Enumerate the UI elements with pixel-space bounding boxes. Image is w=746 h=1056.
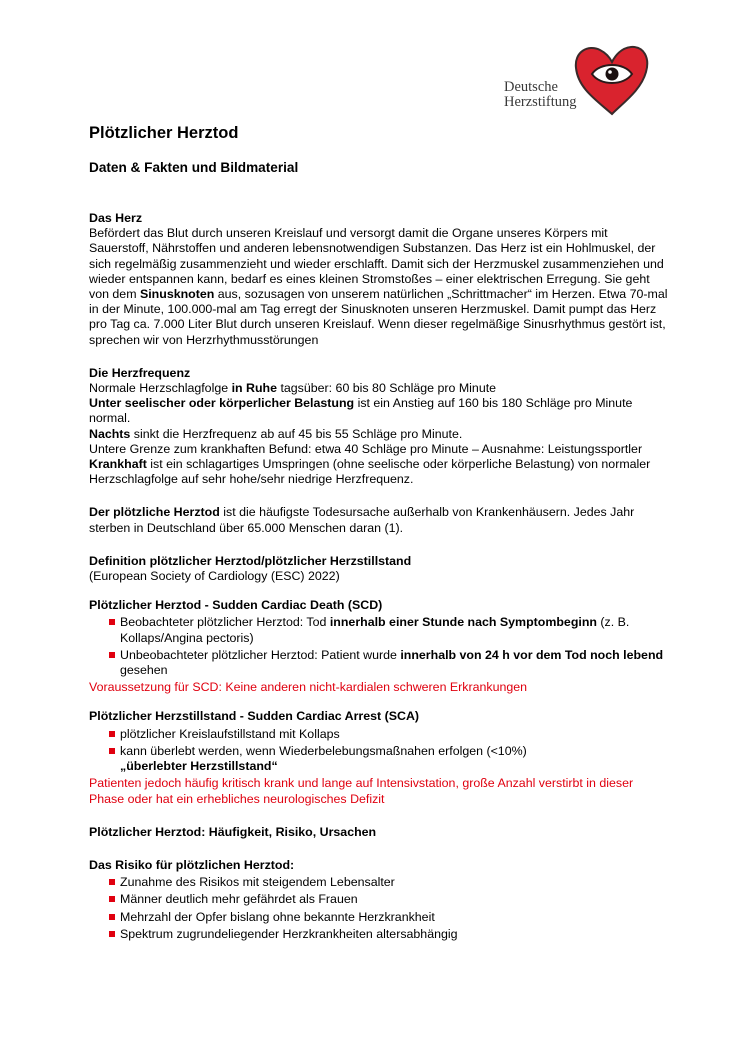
bullet-icon: [109, 914, 115, 920]
heading-haeufigkeit: Plötzlicher Herztod: Häufigkeit, Risiko, Ursachen: [89, 824, 377, 839]
risiko-item-3: Mehrzahl der Opfer bislang ohne bekannte Herzkrankheit: [120, 909, 435, 924]
list-item: [107, 910, 669, 925]
freq-line-4: Untere Grenze zum krankhaften Befund: etwa 40 Schläge pro Minute – Ausnahme: Leistungssportler: [89, 441, 643, 456]
bullet-icon: [109, 652, 115, 658]
bullet-icon: [109, 619, 115, 625]
ursache-bold: Der plötzliche Herztod: [89, 505, 220, 520]
heading-definition: Definition plötzlicher Herztod/plötzlicher Herzstillstand: [89, 553, 412, 568]
list-item: [107, 744, 669, 774]
list-item: [107, 727, 669, 742]
ursache-rest: ist die häufigste Todesursache außerhalb von Krankenhäusern. Jedes Jahr sterben in Deutschland über 65.000 Menschen daran (1).: [89, 505, 635, 535]
section-definition: [89, 554, 669, 584]
risiko-item-4: Spektrum zugrundeliegender Herzkrankheiten altersabhängig: [120, 926, 458, 941]
herz-text-bold: Sinusknoten: [139, 287, 215, 302]
logo-line-1: Deutsche: [504, 79, 558, 95]
freq-l5b: ist ein schlagartiges Umspringen (ohne seelische oder körperliche Belastung) von normaler Herzschlagfolge auf sehr hohe/sehr niedrige Herzfrequenz.: [89, 457, 651, 487]
scd-list: [89, 615, 669, 678]
section-haeufigkeit: [89, 825, 669, 840]
list-item: [107, 892, 669, 907]
bullet-icon: [109, 931, 115, 937]
sca-list: [89, 727, 669, 775]
bullet-icon: [109, 896, 115, 902]
herz-text-1: Befördert das Blut durch unseren Kreislauf und versorgt damit die Organe unseres Körpers mit Sauerstoff, Nährstoffen und anderen lebensnotwendigen Substanzen. Das Herz ist ein Hohlmuskel, der sich regelmäßig zusammenzieht und wieder erschlafft. Damit sich der Herzmuskel zusammenziehen und wieder entspannen kann, bedarf es eines kleinen Stromstoßes – einer elektrischen Erregung. Sie geht von dem: [89, 226, 664, 302]
scd-b2b: innerhalb von 24 h vor dem Tod noch lebend: [400, 647, 664, 662]
sca-note: Patienten jedoch häufig kritisch krank und lange auf Intensivstation, große Anzahl verstirbt in dieser Phase oder hat ein erhebliches neurologisches Defizit: [89, 776, 634, 806]
freq-l1b: in Ruhe: [231, 381, 277, 396]
heading-scd: Plötzlicher Herztod - Sudden Cardiac Death (SCD): [89, 598, 383, 613]
heading-das-herz: Das Herz: [89, 211, 143, 225]
freq-l2b: ist ein Anstieg auf 160 bis 180 Schläge pro Minute normal.: [89, 396, 633, 426]
scd-b2a: Unbeobachteter plötzlicher Herztod: Patient wurde: [120, 647, 401, 662]
freq-l5a: Krankhaft: [89, 457, 147, 472]
section-das-herz: [89, 211, 669, 348]
paragraph-das-herz: [89, 226, 669, 348]
heading-herzfrequenz: Die Herzfrequenz: [89, 365, 191, 380]
paragraph-todesursache: [89, 505, 669, 535]
section-scd: [89, 598, 669, 695]
freq-line-5: [89, 457, 669, 487]
list-item: [107, 927, 669, 942]
bullet-icon: [109, 731, 115, 737]
section-risiko: [89, 858, 669, 942]
freq-l3a: Nachts: [89, 426, 131, 441]
risiko-item-1: Zunahme des Risikos mit steigendem Lebensalter: [120, 875, 395, 890]
document-body: [89, 123, 669, 944]
definition-source: (European Society of Cardiology (ESC) 2022): [89, 569, 340, 584]
page-subtitle: Daten & Fakten und Bildmaterial: [89, 160, 299, 175]
heading-risiko: Das Risiko für plötzlichen Herztod:: [89, 857, 295, 872]
scd-b1b: innerhalb einer Stunde nach Symptombeginn: [329, 615, 597, 630]
list-item: [107, 875, 669, 890]
bullet-icon: [109, 879, 115, 885]
freq-line-3: [89, 427, 669, 442]
section-haeufigste-todesursache: [89, 505, 669, 535]
risiko-item-2: Männer deutlich mehr gefährdet als Frauen: [120, 892, 358, 907]
scd-b1a: Beobachteter plötzlicher Herztod: Tod: [120, 615, 330, 630]
sca-b2b: „überlebter Herzstillstand“: [120, 759, 278, 774]
sca-b2a: kann überlebt werden, wenn Wiederbelebungsmaßnahen erfolgen (<10%): [120, 743, 527, 758]
page-title: Plötzlicher Herztod: [89, 124, 239, 142]
sca-b1: plötzlicher Kreislaufstillstand mit Kollaps: [120, 726, 340, 741]
bullet-icon: [109, 748, 115, 754]
logo-wordmark: [504, 80, 576, 110]
freq-line-1: [89, 381, 669, 396]
list-item: [107, 648, 669, 678]
scd-note: Voraussetzung für SCD: Keine anderen nicht-kardialen schweren Erkrankungen: [89, 680, 528, 695]
section-sca: [89, 709, 669, 806]
section-herzfrequenz: [89, 366, 669, 488]
freq-l1c: tagsüber: 60 bis 80 Schläge pro Minute: [277, 381, 497, 396]
scd-b1c: (z. B. Kollaps/Angina pectoris): [120, 615, 630, 645]
freq-l2a: Unter seelischer oder körperlicher Belastung: [89, 396, 355, 411]
freq-l3b: sinkt die Herzfrequenz ab auf 45 bis 55 Schläge pro Minute.: [130, 426, 463, 441]
risiko-list: [89, 875, 669, 942]
scd-b2c: gesehen: [120, 663, 168, 678]
herz-text-2: aus, sozusagen von unserem natürlichen „Schrittmacher“ im Herzen. Etwa 70-mal in der Minute, 100.000-mal am Tag erregt der Sinusknoten unseren Herzmuskel. Damit pumpt das Herz pro Tag ca. 7.000 Liter Blut durch unseren Kreislauf. Wenn dieser regelmäßige Sinusrhythmus gestört ist, sprechen wir von Herzrhythmusstörungen: [89, 287, 668, 347]
heading-sca: Plötzlicher Herzstillstand - Sudden Cardiac Arrest (SCA): [89, 709, 420, 724]
freq-l1a: Normale Herzschlagfolge: [89, 381, 232, 396]
list-item: [107, 615, 669, 645]
deutsche-herzstiftung-logo: [500, 38, 650, 118]
freq-line-2: [89, 396, 669, 426]
logo-line-2: Herzstiftung: [504, 94, 577, 110]
